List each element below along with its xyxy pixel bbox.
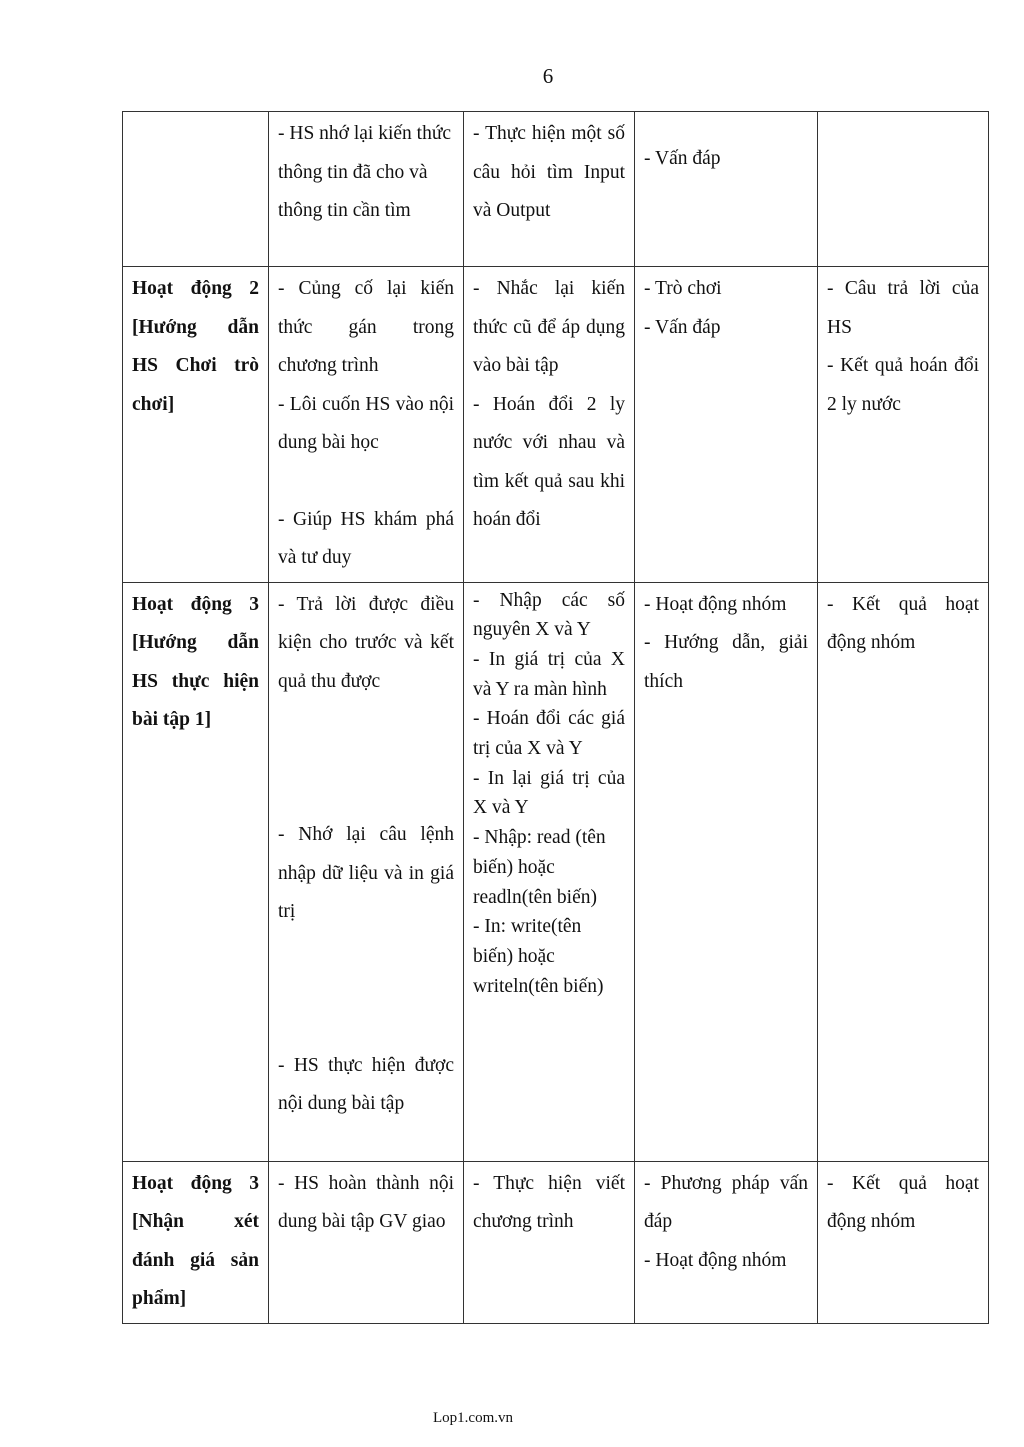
goal-item: - Nhớ lại câu lệnh nhập dữ liệu và in giá trị [278, 824, 454, 922]
content-item: - Thực hiện một số câu hỏi tìm Input và Output [473, 123, 625, 221]
content-cell [464, 582, 635, 1161]
content-item: - Nhắc lại kiến thức cũ để áp dụng vào bài tập [473, 278, 625, 376]
evaluation-cell [818, 267, 989, 583]
evaluation-item: - Kết quả hoán đổi 2 ly nước [827, 355, 979, 415]
activity-label: Hoạt động 2 [Hướng dẫn HS Chơi trò chơi] [132, 278, 259, 415]
method-item: - Hướng dẫn, giải thích [644, 632, 808, 692]
method-item: - Trò chơi [644, 278, 722, 299]
content-item: - In lại giá trị của X và Y [473, 767, 625, 819]
activity-label: Hoạt động 3 [Hướng dẫn HS thực hiện bài tập 1] [132, 593, 259, 730]
goal-item: - HS hoàn thành nội dung bài tập GV giao [278, 1172, 454, 1232]
evaluation-item: - Kết quả hoạt động nhóm [827, 1172, 979, 1232]
goal-item: - HS thực hiện được nội dung bài tập [278, 1054, 454, 1114]
method-item: - Hoạt động nhóm [644, 593, 787, 615]
method-cell [635, 582, 818, 1161]
activity-cell [123, 582, 269, 1161]
content-cell [464, 267, 635, 583]
goal-item: - Trả lời được điều kiện cho trước và kết quả thu được [278, 593, 454, 692]
method-item: - Vấn đáp [644, 316, 721, 338]
goals-cell [269, 582, 464, 1161]
goals-cell [269, 267, 464, 583]
page-footer: Lop1.com.vn [433, 1410, 513, 1426]
lesson-plan-table [122, 111, 989, 1324]
evaluation-item: - Kết quả hoạt động nhóm [827, 593, 979, 653]
goal-item: - Lôi cuốn HS vào nội dung bài học [278, 393, 454, 453]
goal-item: - HS nhớ lại kiến thức thông tin đã cho và thông tin cần tìm [278, 123, 452, 221]
evaluation-item: - Câu trả lời của HS [827, 278, 979, 338]
evaluation-cell [818, 1161, 989, 1323]
goals-cell [269, 112, 464, 267]
goal-item: - Giúp HS khám phá và tư duy [278, 508, 454, 568]
evaluation-cell [818, 582, 989, 1161]
table-row [123, 1161, 989, 1323]
method-item: - Vấn đáp [644, 148, 721, 169]
content-item: - Nhập: read (tên biến) hoặc readln(tên biến) [473, 827, 606, 908]
content-item: - In giá trị của X và Y ra màn hình [473, 648, 625, 700]
content-item: - Hoán đổi các giá trị của X và Y [473, 708, 625, 760]
activity-cell [123, 1161, 269, 1323]
activity-cell [123, 112, 269, 267]
activity-cell [123, 267, 269, 583]
method-cell [635, 267, 818, 583]
table-row [123, 112, 989, 267]
evaluation-cell [818, 112, 989, 267]
method-item: - Phương pháp vấn đáp [644, 1172, 808, 1232]
method-item: - Hoạt động nhóm [644, 1249, 787, 1271]
activity-label: Hoạt động 3 [Nhận xét đánh giá sản phẩm] [132, 1172, 259, 1309]
method-cell [635, 1161, 818, 1323]
content-item: - Thực hiện viết chương trình [473, 1172, 625, 1232]
content-item: - In: write(tên biến) hoặc writeln(tên biến) [473, 916, 604, 997]
goals-cell [269, 1161, 464, 1323]
method-cell [635, 112, 818, 267]
table-row [123, 582, 989, 1161]
table-row [123, 267, 989, 583]
content-item: - Hoán đổi 2 ly nước với nhau và tìm kết quả sau khi hoán đổi [473, 393, 625, 530]
content-cell [464, 1161, 635, 1323]
content-cell [464, 112, 635, 267]
page-number: 6 [542, 64, 554, 88]
content-item: - Nhập các số nguyên X và Y [473, 589, 625, 641]
goal-item: - Củng cố lại kiến thức gán trong chương trình [278, 278, 454, 376]
